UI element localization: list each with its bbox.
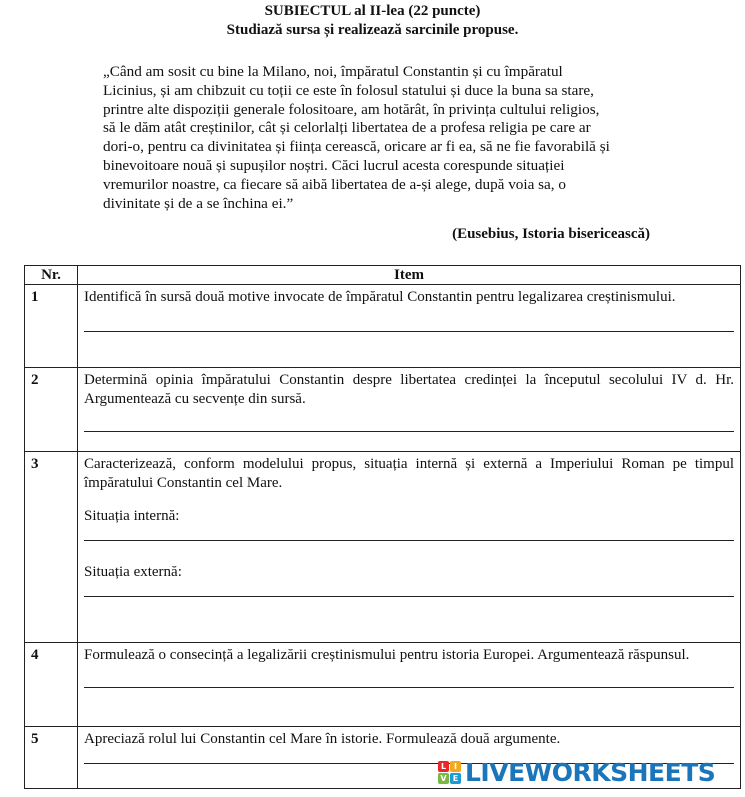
item-cell [78,368,741,452]
column-header-item: Item [78,266,741,285]
items-table [24,265,741,789]
item-cell [78,285,741,368]
item-number: 3 [25,452,78,643]
item-number: 4 [25,643,78,727]
quote-line: binevoitoare nouă și supușilor noștri. Căci lucrul acesta corespunde situației [103,156,565,174]
item-number: 5 [25,727,78,789]
worksheet-subtitle: Studiază sursa și realizează sarcinile propuse. [226,22,519,38]
liveworksheets-watermark [438,758,738,786]
answer-line[interactable] [84,409,734,432]
internal-situation-label: Situația internă: [84,508,180,524]
quote-line: să le dăm atât creștinilor, cât și celorlalți libertatea de a profesa religia pe care ar [103,119,591,137]
item-number: 2 [25,368,78,452]
source-quote [103,63,703,213]
task-text: Identifică în sursă două motive invocate de împăratul Constantin pentru legalizarea creștinismului. [84,289,676,305]
table-row [25,643,741,727]
watermark-text: LIVEWORKSHEETS [465,757,716,787]
worksheet-title: SUBIECTUL al II-lea (22 puncte) [264,3,481,19]
item-cell [78,643,741,727]
table-row [25,368,741,452]
logo-letter: L [438,761,449,772]
quote-source: (Eusebius, Istoria bisericească) [452,226,650,242]
external-situation-label: Situația externă: [84,564,182,580]
logo-letter: E [450,773,461,784]
table-header-row [25,266,741,285]
item-cell [78,452,741,643]
task-text: Determină opinia împăratului Constantin despre libertatea credinței la începutul secolului IV d. Hr. Argumentează cu secvențe din sursă. [84,372,734,407]
logo-letter: I [450,761,461,772]
quote-line: Licinius, și am chibzuit cu toții ce este în folosul statului și duce la buna sa stare, [103,81,594,99]
column-header-nr: Nr. [25,266,78,285]
answer-line[interactable] [84,307,734,332]
task-text: Formulează o consecință a legalizării creștinismului pentru istoria Europei. Argumentează răspunsul. [84,647,690,663]
task-text: Caracterizează, conform modelului propus, situația internă și externă a Imperiului Roman pe timpul împăratului Constantin cel Mare. [84,456,734,491]
logo-letter: V [438,773,449,784]
quote-line: vremurilor noastre, ca fiecare să aibă libertatea de a-și alege, după voia sa, o [103,175,566,193]
quote-line: divinitate și de a se închina ei.” [103,194,294,212]
table-row [25,285,741,368]
item-number: 1 [25,285,78,368]
quote-line: „Când am sosit cu bine la Milano, noi, împăratul Constantin și cu împăratul [103,63,563,80]
table-row [25,452,741,643]
answer-line[interactable] [84,665,734,688]
quote-line: printre alte dispoziții generale folositoare, am hotărât, în privința cultului religios, [103,100,600,118]
task-text: Apreciază rolul lui Constantin cel Mare în istorie. Formulează două argumente. [84,731,561,747]
answer-line-external[interactable] [84,582,734,597]
liveworksheets-logo-icon [438,761,461,784]
quote-line: dori-o, pentru ca divinitatea și ființa cerească, oricare ar fi ea, să ne fie favorabilă și [103,138,610,156]
answer-line-internal[interactable] [84,526,734,541]
